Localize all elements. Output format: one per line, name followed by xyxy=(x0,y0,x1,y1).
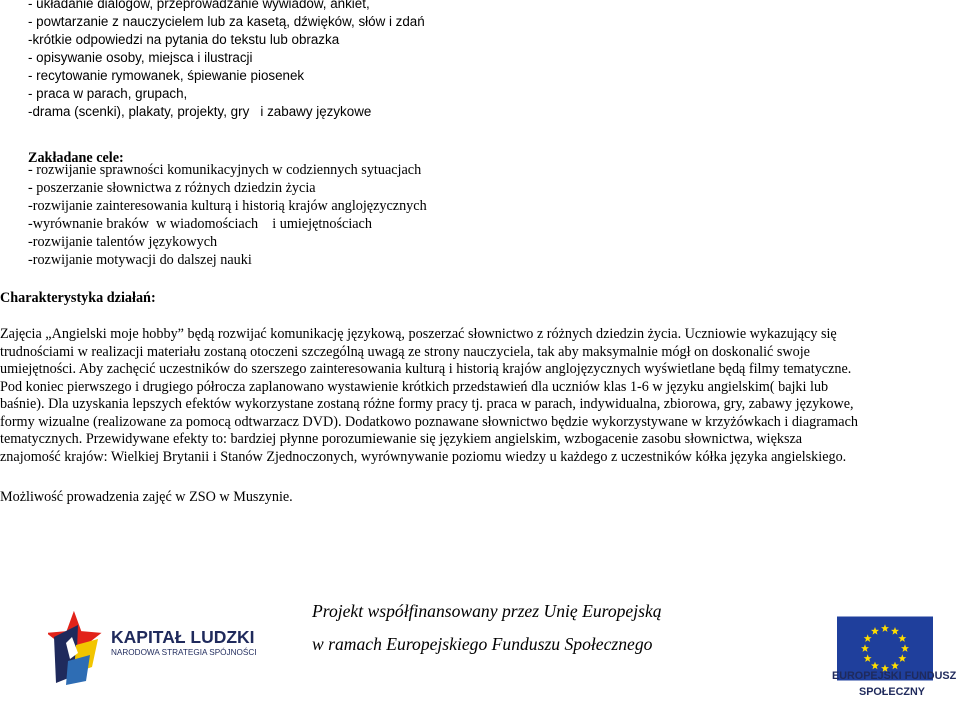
footer-cofinancing-line2: w ramach Europejskiego Funduszu Społecznego xyxy=(312,634,653,654)
list-item: -rozwijanie zainteresowania kulturą i historią krajów anglojęzycznych xyxy=(28,198,427,214)
list-item: - recytowanie rymowanek, śpiewanie piosenek xyxy=(28,68,305,83)
list-item: -rozwijanie talentów językowych xyxy=(28,234,218,250)
goals-heading: Zakładane cele: xyxy=(28,150,124,166)
list-item: - opisywanie osoby, miejsca i ilustracji xyxy=(28,50,253,65)
goals-list xyxy=(28,161,427,269)
paragraph-line: trudnościami w realizacji materiału zostaną otoczeni szczególną uwagą ze strony nauczyciela, tak aby maksymalnie mógł on doskonalić swoje xyxy=(0,343,810,360)
list-item: -krótkie odpowiedzi na pytania do tekstu lub obrazka xyxy=(28,32,340,47)
characteristics-heading: Charakterystyka działań: xyxy=(0,290,156,306)
paragraph-line: tematycznych. Przewidywane efekty to: bardziej płynne porozumiewanie się językiem angielskim, wzbogacenie zasobu słownictwa, większa xyxy=(0,431,803,447)
eu-logo-line2: SPOŁECZNY xyxy=(859,686,925,698)
list-item: - rozwijanie sprawności komunikacyjnych w codziennych sytuacjach xyxy=(28,162,422,178)
paragraph-line: umiejętności. Aby zachęcić uczestników do szerszego zainteresowania kulturą i historią krajów anglojęzycznych wyświetlane będą filmy tematyczne. xyxy=(0,361,852,377)
paragraph-line: znajomość krajów: Wielkiej Brytanii i Stanów Zjednoczonych, wyrównywanie poziomu wiedzy u każdego z uczestników kółka języka angielskiego. xyxy=(0,448,847,465)
list-item: - poszerzanie słownictwa z różnych dziedzin życia xyxy=(28,180,316,196)
kl-logo-subtitle: NARODOWA STRATEGIA SPÓJNOŚCI xyxy=(111,648,257,657)
paragraph-line: baśnie). Dla uzyskania lepszych efektów wykorzystane zostaną różne formy pracy tj. praca w parach, indywidualna, zbiorowa, gry, zabawy językowe, xyxy=(0,396,854,412)
list-item: - powtarzanie z nauczycielem lub za kasetą, dźwięków, słów i zdań xyxy=(28,14,425,29)
list-item: - układanie dialogów, przeprowadzanie wywiadów, ankiet, xyxy=(28,0,370,11)
paragraph-line: formy wizualne (realizowane za pomocą odtwarzacz DVD). Dodatkowo poznawane słownictwo będzie wykorzystywane w krzyżówkach i diagramach xyxy=(0,413,858,430)
list-item: -wyrównanie braków w wiadomościach i umiejętnościach xyxy=(28,216,372,232)
footer-cofinancing-line1: Projekt współfinansowany przez Unię Europejską xyxy=(312,601,662,621)
list-item: -rozwijanie motywacji do dalszej nauki xyxy=(28,252,252,268)
eu-logo-line1: EUROPEJSKI FUNDUSZ xyxy=(832,670,957,682)
list-item: -drama (scenki), plakaty, projekty, gry i zabawy językowe xyxy=(28,104,372,119)
paragraph-line: Pod koniec pierwszego i drugiego półrocza zaplanowano wystawienie krótkich przedstawień dla uczniów klas 1-6 w języku angielskim( bajki lub xyxy=(0,378,829,395)
methods-list xyxy=(28,0,425,121)
paragraph-line: Zajęcia „Angielski moje hobby” będą rozwijać komunikację językową, poszerzać słownictwo z różnych dziedzin życia. Uczniowie wykazujący się xyxy=(0,326,837,342)
characteristics-paragraph xyxy=(0,326,959,466)
list-item: - praca w parach, grupach, xyxy=(28,86,188,101)
kl-logo-title: KAPITAŁ LUDZKI xyxy=(111,627,255,647)
closing-note: Możliwość prowadzenia zajęć w ZSO w Muszynie. xyxy=(0,489,293,505)
